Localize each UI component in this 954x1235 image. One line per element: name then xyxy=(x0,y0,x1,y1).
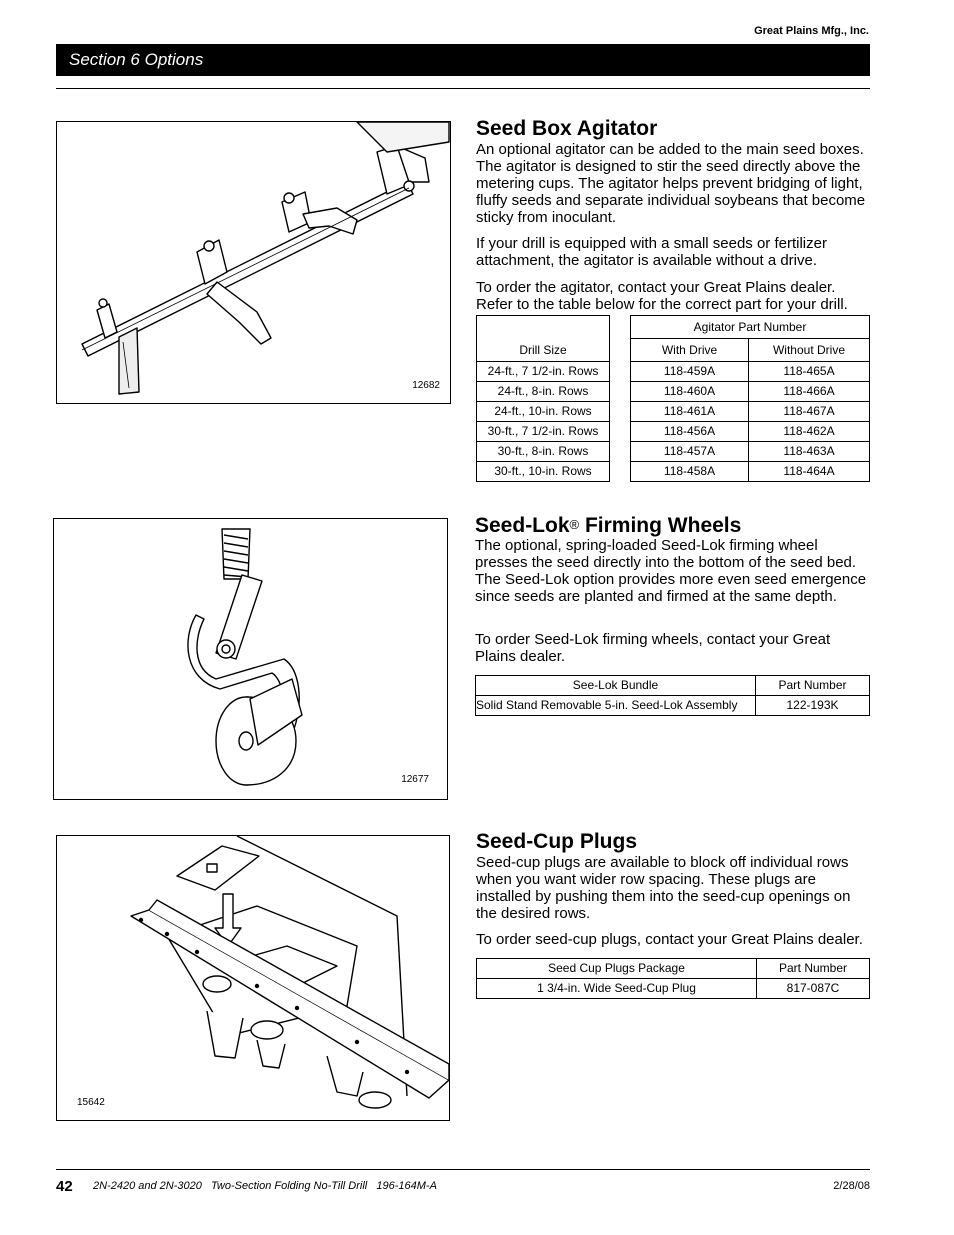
section-title-agitator: Seed Box Agitator xyxy=(476,117,658,140)
table-row xyxy=(477,979,870,999)
agitator-paragraph-1: An optional agitator can be added to the main seed boxes. The agitator is designed to stir the seed directly above the metering cups. The agitator helps prevent bridging of light, fluffy seeds and separate individual soybeans that become sticky from inoculant. xyxy=(476,141,866,226)
plugs-paragraph-2: To order seed-cup plugs, contact your Great Plains dealer. xyxy=(476,931,863,948)
header-agitator-part-number: Agitator Part Number xyxy=(631,316,870,339)
drill-size-cell: 24-ft., 7 1/2-in. Rows xyxy=(477,362,610,382)
drill-size-cell: 24-ft., 8-in. Rows xyxy=(477,382,610,402)
drill-size-cell: 24-ft., 10-in. Rows xyxy=(477,402,610,422)
figure-number: 12682 xyxy=(412,380,440,391)
without-drive-cell: 118-462A xyxy=(749,422,870,442)
document-title: 2N-2420 and 2N-3020 Two-Section Folding No-Till Drill 196-164M-A xyxy=(93,1180,437,1192)
header-without-drive: Without Drive xyxy=(749,339,870,362)
title-text: Firming Wheels xyxy=(579,514,742,537)
table-spacer xyxy=(610,316,631,482)
table-row xyxy=(477,422,870,442)
without-drive-cell: 118-463A xyxy=(749,442,870,462)
figure-number: 12677 xyxy=(401,774,429,785)
without-drive-cell: 118-464A xyxy=(749,462,870,482)
title-text: Seed-Lok xyxy=(475,514,570,537)
plugs-illustration xyxy=(57,836,449,1120)
plugs-parts-table xyxy=(476,958,870,999)
table-row xyxy=(477,462,870,482)
table-row xyxy=(477,382,870,402)
table-row xyxy=(476,696,870,716)
with-drive-cell: 118-458A xyxy=(631,462,749,482)
with-drive-cell: 118-461A xyxy=(631,402,749,422)
header-part-number: Part Number xyxy=(757,959,870,979)
table-row xyxy=(477,362,870,382)
with-drive-cell: 118-459A xyxy=(631,362,749,382)
header-with-drive: With Drive xyxy=(631,339,749,362)
footer-divider xyxy=(56,1169,870,1170)
seedlok-illustration xyxy=(54,519,447,799)
figure-number: 15642 xyxy=(77,1097,105,1108)
section-title-plugs: Seed-Cup Plugs xyxy=(476,830,638,853)
part-number-cell: 122-193K xyxy=(756,696,870,716)
drill-size-cell: 30-ft., 8-in. Rows xyxy=(477,442,610,462)
with-drive-cell: 118-456A xyxy=(631,422,749,442)
without-drive-cell: 118-467A xyxy=(749,402,870,422)
part-number-cell: 817-087C xyxy=(757,979,870,999)
agitator-parts-table xyxy=(476,315,870,482)
section-header: Section 6 Options xyxy=(56,44,870,76)
seedlok-parts-table xyxy=(475,675,870,716)
seedlok-paragraph-2: To order Seed-Lok firming wheels, contact your Great Plains dealer. xyxy=(475,631,831,665)
with-drive-cell: 118-457A xyxy=(631,442,749,462)
plugs-figure xyxy=(56,835,450,1121)
section-title-seedlok xyxy=(475,513,741,538)
with-drive-cell: 118-460A xyxy=(631,382,749,402)
seedlok-figure xyxy=(53,518,448,800)
without-drive-cell: 118-466A xyxy=(749,382,870,402)
table-row xyxy=(477,402,870,422)
agitator-paragraph-2: If your drill is equipped with a small seeds or fertilizer attachment, the agitator is available without a drive. xyxy=(476,235,827,269)
header-bundle: See-Lok Bundle xyxy=(476,676,756,696)
agitator-figure xyxy=(56,121,451,404)
table-row xyxy=(477,442,870,462)
header-drill-size: Drill Size xyxy=(477,316,610,362)
bundle-cell: Solid Stand Removable 5-in. Seed-Lok Assembly xyxy=(476,696,756,716)
seedlok-paragraph-1: The optional, spring-loaded Seed-Lok firming wheel presses the seed directly into the bottom of the seed bed. The Seed-Lok option provides more even seed emergence since seeds are planted and firmed at the same depth. xyxy=(475,537,867,605)
header-package: Seed Cup Plugs Package xyxy=(477,959,757,979)
plugs-paragraph-1: Seed-cup plugs are available to block off individual rows when you want wider row spacing. These plugs are installed by pushing them into the seed-cup openings on the desired rows. xyxy=(476,854,851,922)
revision-date: 2/28/08 xyxy=(833,1180,870,1192)
page-number: 42 xyxy=(56,1178,73,1195)
drill-size-cell: 30-ft., 10-in. Rows xyxy=(477,462,610,482)
package-cell: 1 3/4-in. Wide Seed-Cup Plug xyxy=(477,979,757,999)
company-name: Great Plains Mfg., Inc. xyxy=(754,25,869,37)
registered-mark: ® xyxy=(569,517,580,532)
header-part-number: Part Number xyxy=(756,676,870,696)
drill-size-cell: 30-ft., 7 1/2-in. Rows xyxy=(477,422,610,442)
agitator-paragraph-3: To order the agitator, contact your Great Plains dealer. Refer to the table below for the correct part for your drill. xyxy=(476,279,848,313)
agitator-illustration xyxy=(57,122,450,403)
without-drive-cell: 118-465A xyxy=(749,362,870,382)
header-divider xyxy=(56,88,870,89)
